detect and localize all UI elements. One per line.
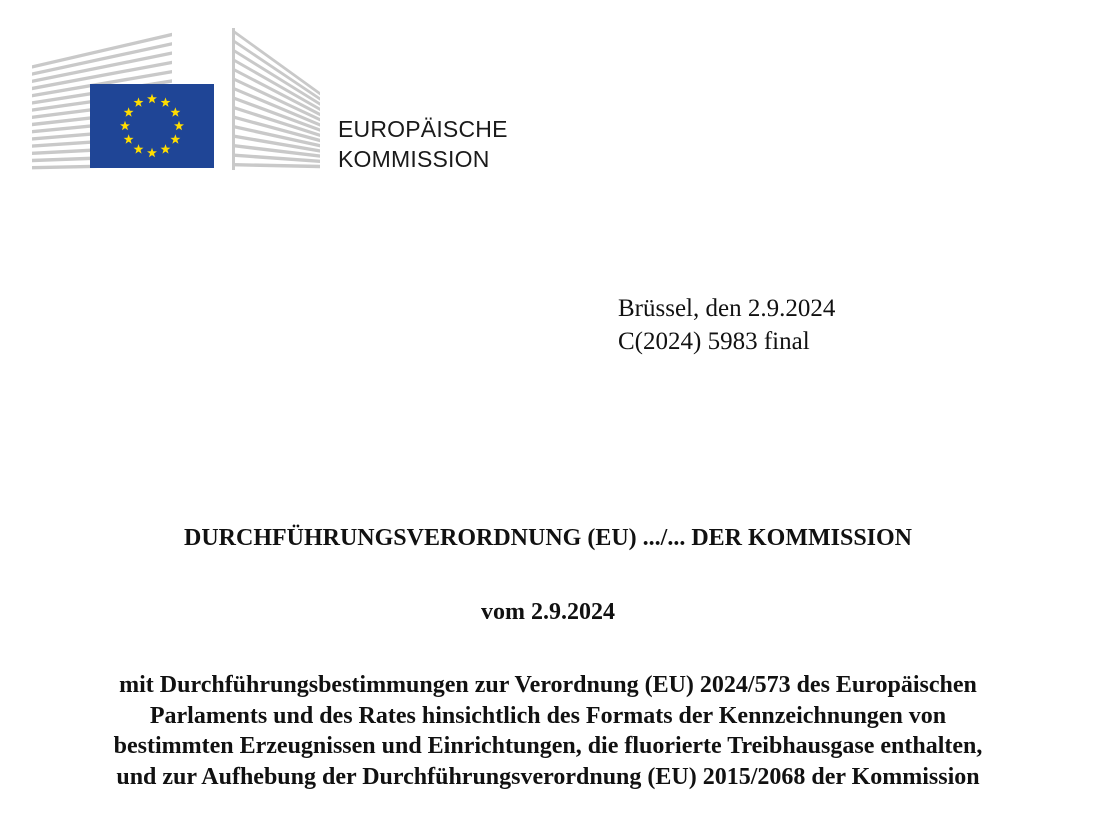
document-code: C(2024) 5983 final [618, 328, 810, 355]
subject-line-3: bestimmten Erzeugnissen und Einrichtungen, die fluorierte Treibhausgase enthalten, [113, 733, 983, 759]
place-and-date: Brüssel, den 2.9.2024 [618, 295, 836, 322]
document-date: vom 2.9.2024 [481, 599, 615, 625]
building-lines-right [232, 28, 320, 170]
reference-block [618, 292, 835, 358]
organization-name-line-2: KOMMISSION [338, 146, 490, 172]
document-title: DURCHFÜHRUNGSVERORDNUNG (EU) .../... DER KOMMISSION [183, 525, 912, 551]
subject-line-2: Parlaments und des Rates hinsichtlich des Formats der Kennzeichnungen von [149, 702, 947, 729]
organization-name-line-1: EUROPÄISCHE [338, 116, 508, 142]
subject-line-4: und zur Aufhebung der Durchführungsverordnung (EU) 2015/2068 der Kommission [116, 763, 980, 790]
organization-name [338, 114, 508, 174]
subject-line-1: mit Durchführungsbestimmungen zur Verordnung (EU) 2024/573 des Europäischen [119, 672, 977, 698]
document-subject [0, 670, 1096, 792]
european-commission-logo-icon [30, 26, 322, 172]
